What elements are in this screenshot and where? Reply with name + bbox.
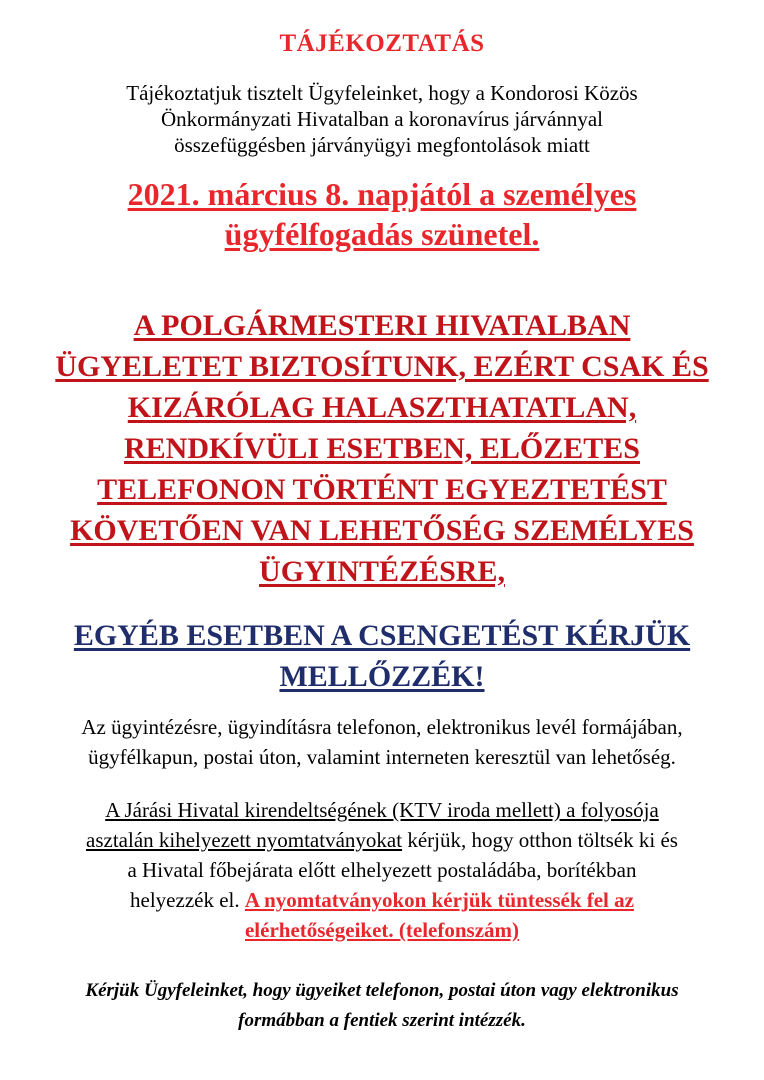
intro-line: Tájékoztatjuk tisztelt Ügyfeleinket, hogy a Kondorosi Közös — [126, 81, 638, 105]
office-line: KÖVETŐEN VAN LEHETŐSÉG SZEMÉLYES — [70, 514, 694, 547]
contact-line: ügyfélkapun, postai úton, valamint interneten keresztül van lehetőség. — [88, 745, 676, 769]
forms-text: kérjük, hogy otthon töltsék ki és — [402, 828, 678, 852]
intro-paragraph — [0, 80, 764, 158]
contact-details-request: elérhetőségeiket. (telefonszám) — [244, 918, 520, 942]
office-line: ÜGYINTÉZÉSRE, — [259, 555, 505, 588]
office-line: A POLGÁRMESTERI HIVATALBAN — [133, 309, 631, 342]
office-line: RENDKÍVÜLI ESETBEN, ELŐZETES — [123, 432, 640, 465]
forms-paragraph — [0, 795, 764, 945]
contact-details-request: A nyomtatványokon kérjük tüntessék fel az — [244, 888, 634, 912]
forms-line — [0, 825, 764, 855]
forms-line: A Járási Hivatal kirendeltségének (KTV iroda mellett) a folyosója — [105, 798, 659, 822]
intro-line: Önkormányzati Hivatalban a koronavírus járvánnyal — [160, 107, 603, 131]
contact-options-paragraph — [0, 712, 764, 772]
office-line: KIZÁRÓLAG HALASZTHATATLAN, — [127, 391, 637, 424]
office-duty-notice — [0, 305, 764, 592]
forms-line: a Hivatal főbejárata előtt elhelyezett postaládába, borítékban — [127, 858, 637, 882]
forms-underlined-text: asztalán kihelyezett nyomtatványokat — [86, 828, 403, 852]
forms-line — [0, 885, 764, 915]
notice-title: TÁJÉKOZTATÁS — [279, 30, 485, 57]
intro-line: összefüggésben járványügyi megfontolások miatt — [174, 133, 590, 157]
highlight-line: 2021. március 8. napjától a személyes — [127, 176, 637, 212]
bell-line: MELLŐZZÉK! — [279, 660, 485, 693]
forms-text: helyezzék el. — [130, 888, 245, 912]
doorbell-notice — [0, 615, 764, 697]
closing-line: formábban a fentiek szerint intézzék. — [238, 1010, 526, 1031]
contact-line: Az ügyintézésre, ügyindításra telefonon, elektronikus levél formájában, — [81, 715, 683, 739]
office-line: ÜGYELETET BIZTOSÍTUNK, EZÉRT CSAK ÉS — [55, 350, 709, 383]
office-line: TELEFONON TÖRTÉNT EGYEZTETÉST — [97, 473, 667, 506]
highlight-line: ügyfélfogadás szünetel. — [224, 216, 540, 252]
bell-line: EGYÉB ESETBEN A CSENGETÉST KÉRJÜK — [73, 619, 691, 652]
closure-date-highlight — [0, 174, 764, 254]
closing-line: Kérjük Ügyfeleinket, hogy ügyeiket telefonon, postai úton vagy elektronikus — [85, 980, 679, 1001]
closing-paragraph — [0, 976, 764, 1036]
